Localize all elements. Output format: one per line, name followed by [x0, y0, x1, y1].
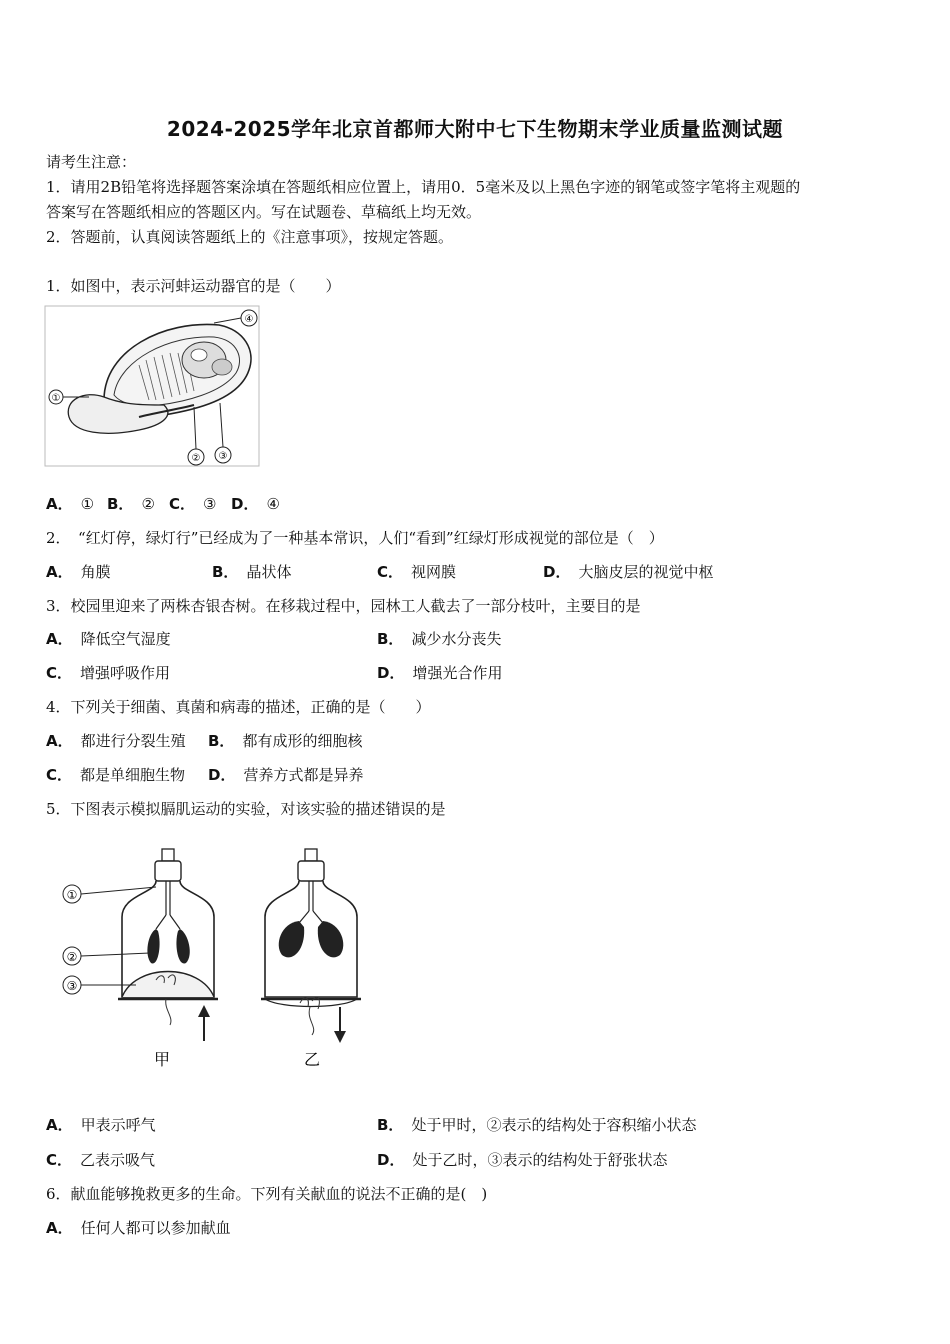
caption-yi: 乙 — [303, 1050, 321, 1069]
question-5-option-c: C． 乙表示吸气 — [46, 1151, 156, 1169]
bell-jar-yi — [261, 849, 361, 1069]
bell-jar-jia — [118, 849, 218, 1069]
question-1-option-b: B． ② — [107, 495, 155, 513]
question-1-option-c: C． ③ — [169, 495, 217, 513]
notice-item-1: 1．请用2B铅笔将选择题答案涂填在答题纸相应位置上，请用0．5毫米及以上黑色字迹的钢笔或签字笔将主观题的 — [46, 178, 801, 196]
question-4-option-b: B． 都有成形的细胞核 — [208, 732, 363, 750]
question-4-option-c: C． 都是单细胞生物 — [46, 766, 186, 784]
model-label-2: ② — [66, 950, 78, 964]
question-3-option-a: A． 降低空气湿度 — [46, 630, 171, 648]
question-1-option-d: D． ④ — [231, 495, 280, 513]
clam-label-4: ④ — [244, 314, 254, 325]
question-6-stem: 6．献血能够挽救更多的生命。下列有关献血的说法不正确的是( ) — [46, 1185, 488, 1203]
question-5-option-a: A． 甲表示呼气 — [46, 1116, 156, 1134]
question-4-option-a: A． 都进行分裂生殖 — [46, 732, 186, 750]
question-2-option-b: B． 晶状体 — [212, 563, 292, 581]
question-4-option-d: D． 营养方式都是异养 — [208, 766, 364, 784]
diaphragm-model-figure — [56, 845, 376, 1075]
clam-anatomy-figure — [44, 305, 262, 469]
question-2-option-a: A． 角膜 — [46, 563, 111, 581]
clam-label-2: ② — [191, 453, 201, 464]
question-2-option-c: C． 视网膜 — [377, 563, 457, 581]
question-3-option-c: C． 增强呼吸作用 — [46, 664, 171, 682]
notice-item-2: 2．答题前，认真阅读答题纸上的《注意事项》，按规定答题。 — [46, 228, 454, 246]
question-4-stem: 4．下列关于细菌、真菌和病毒的描述，正确的是（ ） — [46, 698, 431, 716]
page-title: 2024-2025学年北京首都师大附中七下生物期末学业质量监测试题 — [166, 117, 784, 141]
question-1-stem: 1．如图中，表示河蚌运动器官的是（ ） — [46, 277, 341, 295]
question-1-option-a: A． ① — [46, 495, 95, 513]
question-2-option-d: D． 大脑皮层的视觉中枢 — [543, 563, 714, 581]
notice-item-1-continued: 答案写在答题纸相应的答题区内。写在试题卷、草稿纸上均无效。 — [46, 203, 482, 221]
question-2-stem: 2． “红灯停，绿灯行”已经成为了一种基本常识，人们“看到”红绿灯形成视觉的部位是（ ） — [46, 529, 664, 547]
caption-jia: 甲 — [153, 1050, 171, 1069]
question-3-stem: 3．校园里迎来了两株杏银杏树。在移栽过程中，园林工人截去了一部分枝叶，主要目的是 — [46, 597, 641, 615]
model-label-3: ③ — [66, 979, 78, 993]
question-5-stem: 5．下图表示模拟膈肌运动的实验，对该实验的描述错误的是 — [46, 800, 446, 818]
clam-label-3: ③ — [218, 451, 228, 462]
notice-label: 请考生注意： — [46, 153, 137, 171]
question-5-option-b: B． 处于甲时，②表示的结构处于容积缩小状态 — [377, 1116, 697, 1134]
question-3-option-d: D． 增强光合作用 — [377, 664, 503, 682]
question-6-option-a: A． 任何人都可以参加献血 — [46, 1219, 231, 1237]
model-label-1: ① — [66, 888, 78, 902]
question-5-option-d: D． 处于乙时，③表示的结构处于舒张状态 — [377, 1151, 668, 1169]
question-3-option-b: B． 减少水分丧失 — [377, 630, 502, 648]
clam-label-1: ① — [51, 393, 61, 404]
